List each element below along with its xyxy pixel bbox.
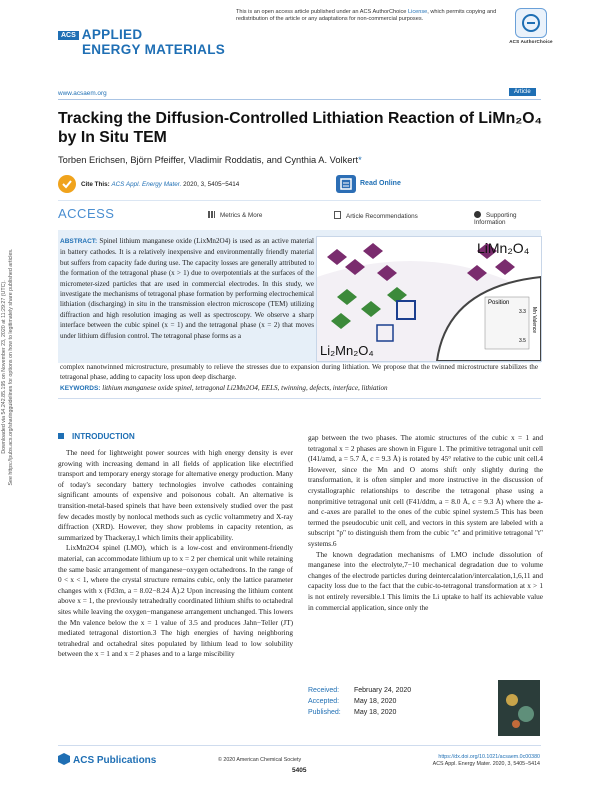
toc-graphic	[316, 236, 542, 362]
recommendations-label: Article Recommendations	[346, 213, 418, 220]
publication-dates	[308, 685, 411, 718]
date-label: Published:	[308, 709, 341, 716]
date-value: May 18, 2020	[354, 698, 397, 705]
authors-text: Torben Erichsen, Björn Pfeiffer, Vladimir Roddatis, and Cynthia A. Volkert	[58, 155, 359, 165]
access-label: ACCESS	[58, 206, 115, 221]
toc-tick-2: 3.5	[519, 338, 526, 344]
supporting-label: Supporting Information	[474, 212, 517, 226]
publisher-logo[interactable]	[58, 753, 156, 766]
supporting-info-link[interactable]	[474, 211, 541, 226]
doi-reference: ACS Appl. Energy Mater. 2020, 3, 5405−5414	[432, 761, 540, 767]
paragraph: LixMn2O4 spinel (LMO), which is a low-cost and environment-friendly material, can accommodate lithium up to x = 2 per chemical unit while retaining the same basic arrangement of manganese−oxygen octahedrons. In the range of 0 < x < 1, where the crystal structure remains cubic, only the lattice parameter changes with x (Fd3m, a = 8.02−8.24 Å).2 Upon increasing the lithium content above x = 1, the previously tetrahedrally coordinated lithium shifts to octahedral sites while leaving the oxygen−manganese arrangement unchanged. This lowers the Mn valence below the x = 1 value of 3.5 and produces Jahn−Teller (JT) mediated tetragonal distortion.3 The high energies of having neighboring tetrahedral and octahedral sites populated by lithium lead to low solubility between the x = 1 and x = 2 phases and to a large miscibility	[58, 543, 293, 659]
metrics-label: Metrics & More	[220, 212, 263, 219]
access-bar	[58, 206, 541, 226]
abstract-body: Spinel lithium manganese oxide (LixMn2O4) is used as an active material in battery cathodes. It is a relatively inexpensive and environmentally friendly material but suffers from capacity fade during use. The capacity losses are generally attributed to the formation of the tetragonal phase (x > 1) due to overpotentials at the surfaces of the micrometer-sized particles that are used in commercial electrodes. In this study, we investigate the mechanisms of tetragonal phase formation by performing electrochemical lithiation (discharging) in situ in the transmission electron microscope (TEM) utilizing diffraction and high resolution imaging as well as spectroscopy. We observe a sharp interface between the cubic spinel (x = 1) and the tetragonal phase (x = 2) that moves under lithium diffusion control. The tetragonal phase forms as a	[60, 237, 314, 340]
download-line-2: See https://pubs.acs.org/sharingguidelines for options on how to legitimately share published articles.	[8, 248, 14, 486]
article-type-badge: Article	[509, 88, 536, 96]
abstract-text	[60, 236, 314, 341]
column-right	[308, 433, 543, 613]
metrics-icon	[208, 211, 215, 218]
date-row	[308, 685, 411, 696]
column-left	[58, 448, 293, 660]
publisher-name: ACS Publications	[73, 755, 157, 766]
cc-label: ACS AuthorChoice	[509, 39, 553, 44]
license-link[interactable]: License	[407, 9, 428, 15]
cite-icon[interactable]	[58, 175, 76, 193]
author-choice-icon	[515, 8, 547, 38]
toc-tick-1: 3.3	[519, 309, 526, 315]
journal-cover-thumbnail[interactable]	[498, 680, 540, 736]
divider	[58, 398, 541, 399]
toc-axis-label: Position	[488, 300, 510, 306]
divider	[58, 200, 541, 201]
author-list	[58, 155, 362, 165]
article-title: Tracking the Diffusion-Controlled Lithiation Reaction of LiMn₂O₄ by In Situ TEM	[58, 110, 543, 146]
doi-link[interactable]: https://dx.doi.org/10.1021/acsaem.0c00380	[438, 754, 540, 760]
doi-block	[420, 754, 540, 768]
keywords-label: KEYWORDS:	[60, 385, 101, 392]
acs-hex-icon	[58, 753, 70, 765]
journal-logo[interactable]	[58, 26, 225, 57]
open-access-note	[236, 9, 506, 23]
download-notice	[1, 187, 15, 547]
keywords-list: lithium manganese oxide spinel, tetragonal Li2Mn2O4, EELS, twinning, defects, interface, lithiation	[102, 384, 388, 392]
date-value: February 24, 2020	[354, 687, 412, 694]
supporting-info-icon	[474, 211, 481, 218]
keywords	[60, 384, 538, 392]
recommendations-link[interactable]	[334, 211, 418, 220]
read-online-icon[interactable]	[336, 175, 356, 193]
divider	[58, 745, 541, 746]
journal-acs-mark: ACS	[58, 31, 79, 40]
read-online-link[interactable]: Read Online	[360, 180, 401, 187]
section-square-icon	[58, 433, 64, 439]
download-line-1: Downloaded via 54.242.85.195 on November 23, 2020 at 11:29:27 (UTC).	[1, 280, 7, 454]
journal-line-2: ENERGY MATERIALS	[82, 42, 226, 57]
metrics-link[interactable]	[208, 211, 262, 219]
divider	[58, 99, 541, 100]
document-icon	[334, 211, 341, 219]
corresponding-author-mark[interactable]: *	[358, 155, 362, 165]
toc-label-bottom: Li₂Mn₂O₄	[320, 343, 374, 358]
cite-label: Cite This:	[81, 181, 110, 188]
oa-note-text: This is an open access article published under an ACS AuthorChoice	[236, 9, 407, 15]
date-label: Accepted:	[308, 698, 340, 705]
site-link[interactable]: www.acsaem.org	[58, 90, 107, 97]
date-row	[308, 696, 411, 707]
copyright: © 2020 American Chemical Society	[218, 757, 302, 763]
citation	[81, 181, 239, 188]
abstract-continued: complex nanotwinned microstructure, presumably to relieve the stresses due to expansion during lithiation. We propose that the twinned microstructure stabilizes the tetragonal phase, adding to capacity loss upon deep discharge.	[60, 363, 538, 382]
date-value: May 18, 2020	[354, 709, 397, 716]
section-heading-text: INTRODUCTION	[72, 432, 135, 441]
oa-note-text-end: , which permits copying and redistribution of the article or any adaptations for non-commercial purposes.	[236, 9, 497, 22]
cite-journal[interactable]: ACS Appl. Energy Mater.	[111, 181, 182, 188]
toc-label-top: LiMn₂O₄	[477, 240, 530, 256]
date-label: Received:	[308, 687, 340, 694]
abstract-label: ABSTRACT:	[60, 238, 98, 245]
page-number: 5405	[292, 767, 307, 774]
section-heading	[58, 432, 135, 441]
paragraph: gap between the two phases. The atomic structures of the cubic x = 1 and tetragonal x = 2 phases are shown in Figure 1. The primitive tetragonal unit cell (I41/amd, a = 5.7 Å, c = 9.3 Å) is rotated by 45° relative to the cubic unit cell.4 However, since the Mn and O atoms shift only slightly during the transformation, it is often simpler and more instructive in the discussion of crystallographic relationships to describe the tetragonal phase using a nonprimitive tetragonal unit cell (F41/ddm, a = 8.0 Å, c = 9.3 Å) where the a- and c-axes are parallel to the ones of the cubic spinel system.5 This has been termed the pseudocubic unit cell, and vectors in this system are labeled with a subscript "p" to distinguish them from the cubic "c" and primitive tetragonal "t" systems.6	[308, 433, 543, 548]
paragraph: The need for lightweight power sources with high energy density is ever growing with increasing demand in all fields of application like electrified transport and temporary energy storage for alternative energy production. Many of today's secondary battery technologies involve cathodes containing significant amounts of expensive and poisonous cobalt. An alternative is transition-metal-based spinels that have been extensively studied over the past few decades mostly by nonlocal methods such as cyclic voltammetry and X-ray diffraction (XRD). However, they show problems in capacity retention, as summarized by Thackeray,1 which limits their applicability.	[58, 448, 293, 542]
journal-line-1: APPLIED	[81, 27, 143, 42]
toc-side-label: Mn Valence	[531, 307, 537, 334]
paragraph: The known degradation mechanisms of LMO include dissolution of manganese into the electrolyte,7−10 mechanical degradation due to volume changes of the electrode particles during deintercalation/intercalation,1,6,11 and capacity loss due to the fact that the cubic-to-tetragonal transformation at x > 1 is not entirely reversible.1 This limits the Li uptake to half its achievable value in commercial application, since only the	[308, 549, 543, 612]
cite-ref: 2020, 3, 5405−5414	[183, 181, 240, 188]
date-row	[308, 707, 411, 718]
